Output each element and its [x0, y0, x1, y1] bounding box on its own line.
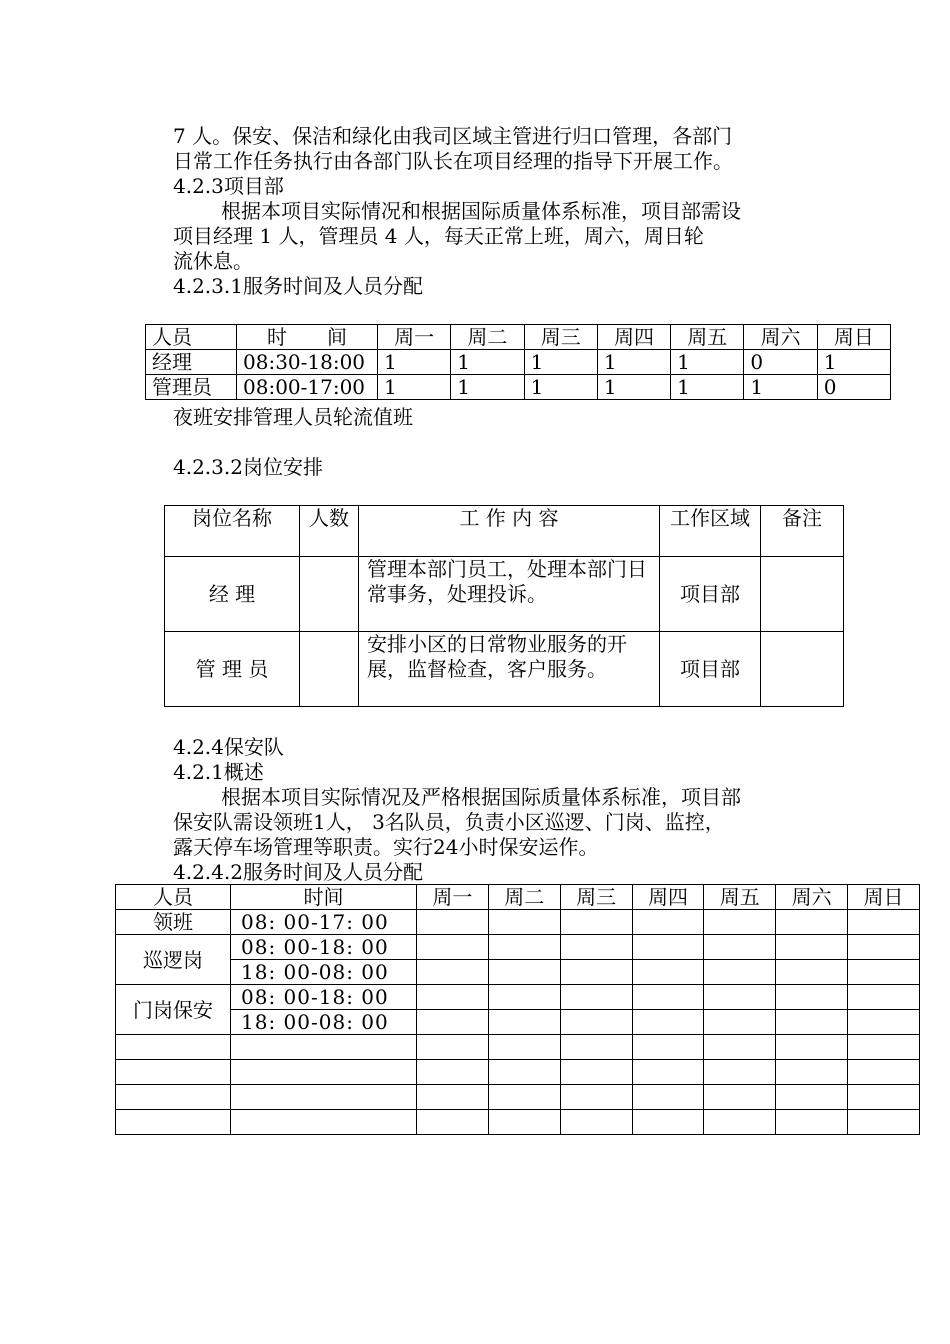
table-cell [417, 935, 489, 960]
table-header-cell: 岗位名称 [165, 506, 300, 557]
table-row [116, 1110, 920, 1135]
table-row [116, 1060, 920, 1085]
table-cell [704, 1085, 776, 1110]
table-cell: 安排小区的日常物业服务的开展，监督检查，客户服务。 [359, 632, 660, 707]
table-cell [776, 1085, 848, 1110]
table-cell: 08: 00-18: 00 [231, 985, 417, 1010]
table-cell [761, 632, 844, 707]
table-header-cell: 周日 [817, 325, 890, 350]
table-cell [417, 1110, 489, 1135]
table-cell [488, 910, 560, 935]
table-cell: 18: 00-08: 00 [231, 1010, 417, 1035]
post-arrangement-table [164, 505, 844, 707]
paragraph-line: 项目经理 1 人，管理员 4 人，每天正常上班，周六，周日轮 [173, 224, 704, 248]
table-cell: 经理 [146, 350, 237, 375]
table-cell: 门岗保安 [116, 985, 231, 1035]
table-cell [560, 1060, 632, 1085]
table-cell [848, 985, 920, 1010]
table-cell [776, 1035, 848, 1060]
table-cell [488, 1060, 560, 1085]
table-cell [231, 1035, 417, 1060]
table-cell [560, 985, 632, 1010]
table-cell [116, 1085, 231, 1110]
paragraph-line: 根据本项目实际情况及严格根据国际质量体系标准，项目部 [221, 785, 741, 809]
table-cell [776, 910, 848, 935]
table-cell [300, 557, 359, 632]
table-cell: 08: 00-18: 00 [231, 935, 417, 960]
security-schedule-table [115, 884, 920, 1135]
table-cell [560, 1085, 632, 1110]
staff-schedule-table [145, 324, 891, 400]
table-row [146, 375, 891, 400]
table-row [116, 985, 920, 1010]
table-header-cell: 人数 [300, 506, 359, 557]
table-cell: 0 [744, 350, 817, 375]
table-header-cell: 周六 [776, 885, 848, 910]
table-cell [761, 557, 844, 632]
table-cell [848, 1060, 920, 1085]
section-heading: 4.2.3.1服务时间及人员分配 [173, 274, 423, 298]
table-header-cell: 周四 [632, 885, 704, 910]
table-cell [776, 935, 848, 960]
table-header-cell: 工作区域 [660, 506, 761, 557]
table-cell [776, 1060, 848, 1085]
table-header-cell: 周二 [451, 325, 524, 350]
table-cell [417, 985, 489, 1010]
table-cell: 0 [817, 375, 890, 400]
section-heading: 4.2.3.2岗位安排 [173, 455, 323, 479]
table-cell [776, 1110, 848, 1135]
table-cell: 巡逻岗 [116, 935, 231, 985]
table-header-cell: 周六 [744, 325, 817, 350]
table-row [116, 960, 920, 985]
section-heading: 4.2.4保安队 [173, 735, 284, 759]
table-row [165, 557, 844, 632]
table-cell: 管理员 [146, 375, 237, 400]
paragraph-line: 露天停车场管理等职责。实行24小时保安运作。 [173, 835, 599, 859]
section-heading: 4.2.3项目部 [173, 174, 284, 198]
table-cell [417, 1035, 489, 1060]
table-header-row [165, 506, 844, 557]
table-cell [300, 632, 359, 707]
table-row [146, 350, 891, 375]
table-cell [848, 1010, 920, 1035]
table-cell: 08: 00-17: 00 [231, 910, 417, 935]
table-header-cell: 时 间 [237, 325, 378, 350]
table-cell [704, 910, 776, 935]
table-header-cell: 工 作 内 容 [359, 506, 660, 557]
table-cell [488, 1110, 560, 1135]
table-cell: 1 [524, 350, 597, 375]
table-cell [704, 985, 776, 1010]
table-header-cell: 时间 [231, 885, 417, 910]
table-header-cell: 人员 [146, 325, 237, 350]
table-cell [632, 1035, 704, 1060]
table-cell: 领班 [116, 910, 231, 935]
table-cell [488, 1010, 560, 1035]
table-cell [231, 1060, 417, 1085]
table-cell: 08:00-17:00 [237, 375, 378, 400]
paragraph-line: 根据本项目实际情况和根据国际质量体系标准，项目部需设 [221, 199, 741, 223]
table-cell [488, 1035, 560, 1060]
table-header-cell: 人员 [116, 885, 231, 910]
table-header-cell: 周四 [597, 325, 670, 350]
table-cell [848, 1085, 920, 1110]
table-row [116, 1085, 920, 1110]
table-cell: 管 理 员 [165, 632, 300, 707]
table-cell: 18: 00-08: 00 [231, 960, 417, 985]
table-cell: 1 [597, 375, 670, 400]
table-cell [776, 960, 848, 985]
table-row [116, 935, 920, 960]
table-cell [231, 1110, 417, 1135]
table-cell [417, 1085, 489, 1110]
table-cell [560, 1010, 632, 1035]
table-cell [848, 1110, 920, 1135]
table-cell [632, 910, 704, 935]
table-cell [560, 935, 632, 960]
table-cell [704, 1060, 776, 1085]
table-cell [488, 960, 560, 985]
table-cell: 1 [744, 375, 817, 400]
table-cell [632, 1010, 704, 1035]
table-cell [776, 985, 848, 1010]
table-cell [632, 985, 704, 1010]
table-header-row [146, 325, 891, 350]
table-cell [488, 935, 560, 960]
table-cell [231, 1085, 417, 1110]
table-cell [488, 985, 560, 1010]
table-cell: 1 [451, 375, 524, 400]
table-cell [560, 910, 632, 935]
table-header-cell: 周五 [671, 325, 744, 350]
table-header-cell: 周五 [704, 885, 776, 910]
table-cell [632, 1110, 704, 1135]
table-header-cell: 周一 [417, 885, 489, 910]
table-cell [116, 1060, 231, 1085]
table-cell: 1 [597, 350, 670, 375]
table-header-cell: 周日 [848, 885, 920, 910]
table-cell: 1 [671, 375, 744, 400]
paragraph-line: 保安队需设领班1人， 3名队员，负责小区巡逻、门岗、监控， [173, 810, 725, 834]
table-header-cell: 备注 [761, 506, 844, 557]
table-cell: 08:30-18:00 [237, 350, 378, 375]
table-cell [560, 1035, 632, 1060]
table-cell: 1 [671, 350, 744, 375]
table-header-cell: 周一 [378, 325, 451, 350]
table-cell [417, 910, 489, 935]
table-cell [417, 1060, 489, 1085]
table-cell: 1 [817, 350, 890, 375]
table-cell [704, 935, 776, 960]
table-cell [848, 935, 920, 960]
paragraph-line: 日常工作任务执行由各部门队长在项目经理的指导下开展工作。 [173, 149, 733, 173]
section-heading: 4.2.1概述 [173, 760, 264, 784]
table-cell [776, 1010, 848, 1035]
table-cell [848, 1035, 920, 1060]
table-row [165, 632, 844, 707]
table-cell: 1 [524, 375, 597, 400]
table-cell [560, 960, 632, 985]
paragraph-line: 7 人。保安、保洁和绿化由我司区域主管进行归口管理，各部门 [173, 124, 733, 148]
table-row [116, 1035, 920, 1060]
table-cell [848, 960, 920, 985]
table-cell [632, 935, 704, 960]
section-heading: 4.2.4.2服务时间及人员分配 [173, 860, 423, 884]
table-cell: 1 [378, 375, 451, 400]
table-cell [560, 1110, 632, 1135]
table-row [116, 1010, 920, 1035]
table-cell [704, 960, 776, 985]
table-header-cell: 周二 [488, 885, 560, 910]
table-cell [488, 1085, 560, 1110]
table-cell [704, 1010, 776, 1035]
table-cell: 1 [451, 350, 524, 375]
table-cell [116, 1110, 231, 1135]
table-header-cell: 周三 [560, 885, 632, 910]
table-cell [848, 910, 920, 935]
table-header-cell: 周三 [524, 325, 597, 350]
table-cell: 经 理 [165, 557, 300, 632]
table-cell: 管理本部门员工，处理本部门日常事务，处理投诉。 [359, 557, 660, 632]
table-cell [417, 960, 489, 985]
table-cell [632, 1060, 704, 1085]
table-cell [704, 1035, 776, 1060]
table-cell: 1 [378, 350, 451, 375]
note-text: 夜班安排管理人员轮流值班 [173, 405, 413, 429]
table-cell: 项目部 [660, 632, 761, 707]
table-cell: 项目部 [660, 557, 761, 632]
table-cell [632, 960, 704, 985]
paragraph-line: 流休息。 [173, 249, 253, 273]
table-header-row [116, 885, 920, 910]
table-cell [632, 1085, 704, 1110]
table-cell [417, 1010, 489, 1035]
table-cell [116, 1035, 231, 1060]
table-cell [704, 1110, 776, 1135]
table-row [116, 910, 920, 935]
